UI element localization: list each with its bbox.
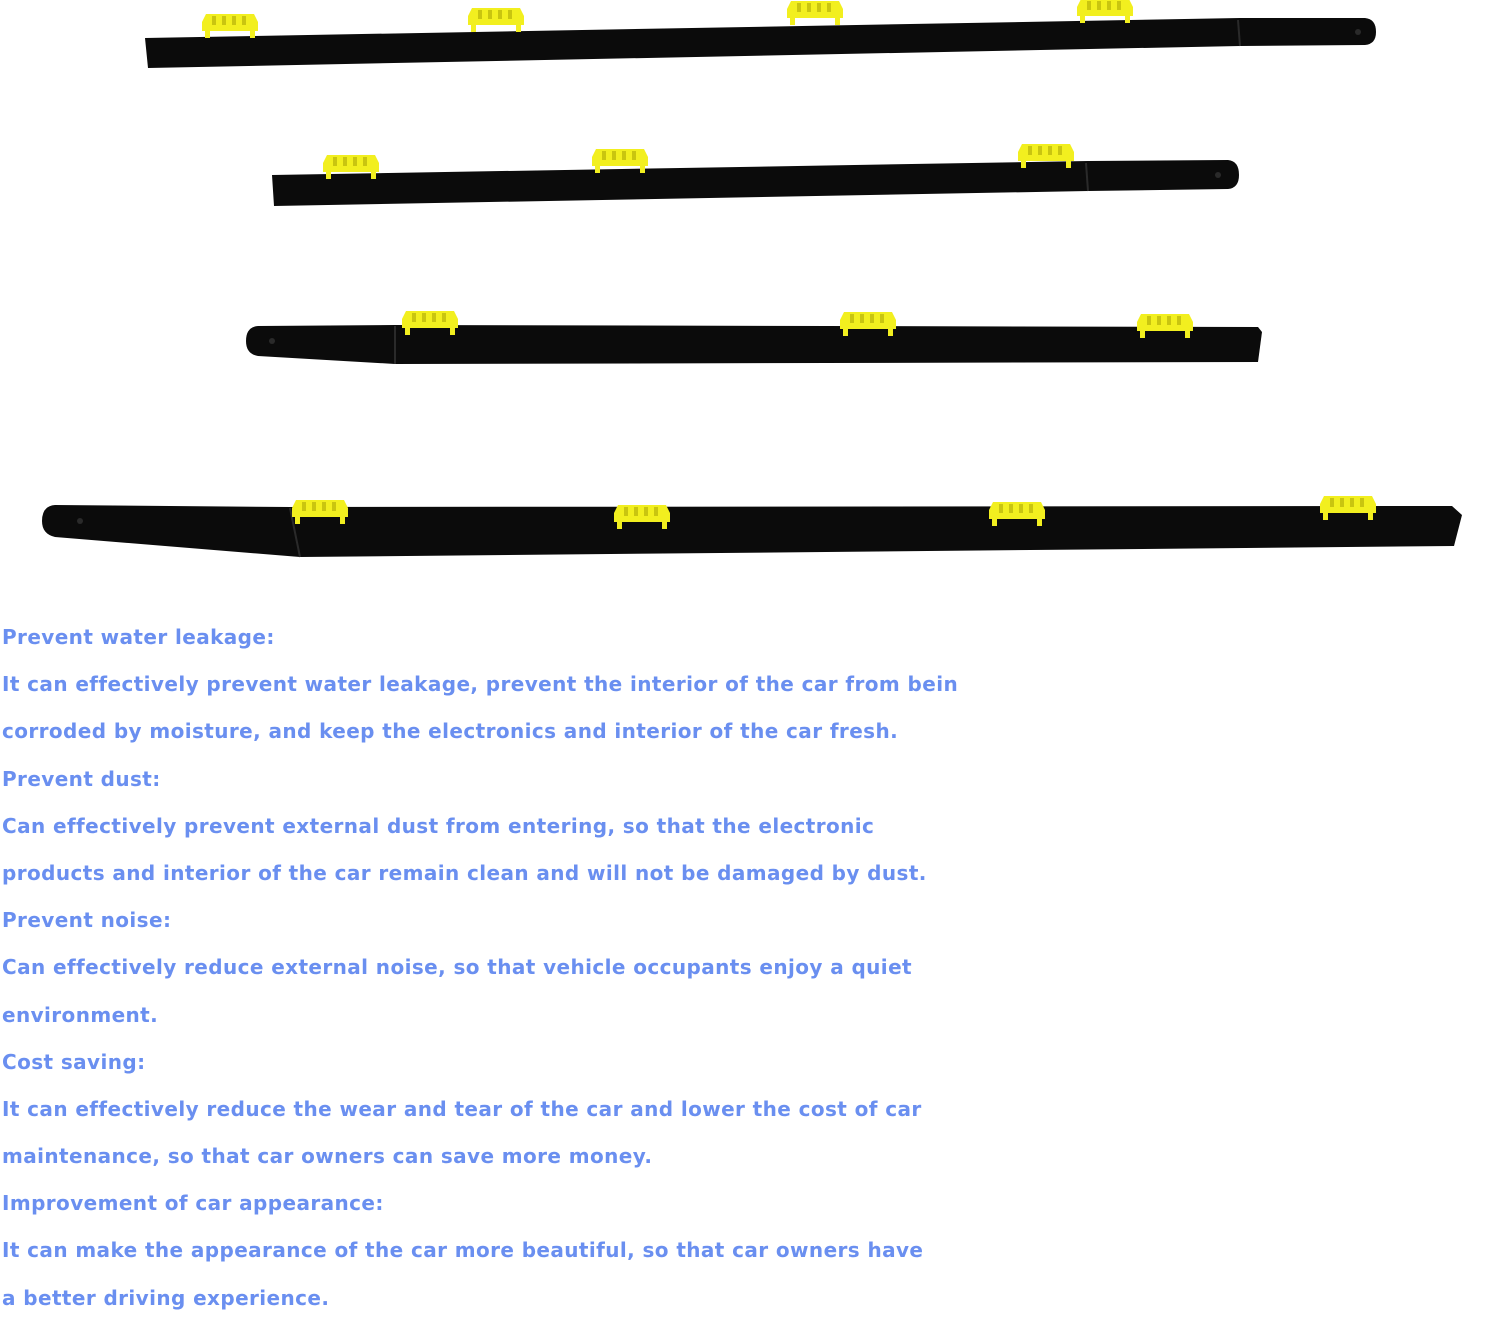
heading-cost-saving: Cost saving:	[2, 1049, 146, 1074]
text-cost-saving-1: It can effectively reduce the wear and tear of the car and lower the cost of car	[2, 1096, 922, 1121]
text-appearance-2: a better driving experience.	[2, 1285, 330, 1310]
weatherstrip-4	[42, 496, 1462, 557]
weatherstrip-2	[272, 144, 1239, 206]
text-noise-2: environment.	[2, 1002, 159, 1027]
text-dust-1: Can effectively prevent external dust from entering, so that the electronic	[2, 813, 875, 838]
heading-water-leakage: Prevent water leakage:	[2, 625, 275, 649]
feature-description	[2, 614, 1498, 1322]
heading-dust: Prevent dust:	[2, 766, 161, 791]
heading-noise: Prevent noise:	[2, 908, 172, 933]
text-water-leakage-1: It can effectively prevent water leakage, prevent the interior of the car from bein	[2, 672, 959, 697]
clip	[787, 1, 843, 25]
heading-appearance: Improvement of car appearance:	[2, 1191, 384, 1216]
text-water-leakage-2: corroded by moisture, and keep the electronics and interior of the car fresh.	[2, 719, 899, 744]
weatherstrip-3	[246, 311, 1262, 364]
weatherstrip-1	[145, 0, 1376, 68]
text-dust-2: products and interior of the car remain clean and will not be damaged by dust.	[2, 860, 927, 885]
text-appearance-1: It can make the appearance of the car more beautiful, so that car owners have	[2, 1238, 924, 1263]
clip	[202, 14, 258, 38]
clip	[468, 8, 524, 32]
text-cost-saving-2: maintenance, so that car owners can save more money.	[2, 1144, 653, 1169]
product-image	[0, 0, 1500, 600]
clip	[1077, 0, 1133, 23]
text-noise-1: Can effectively reduce external noise, so that vehicle occupants enjoy a quiet	[2, 955, 912, 980]
